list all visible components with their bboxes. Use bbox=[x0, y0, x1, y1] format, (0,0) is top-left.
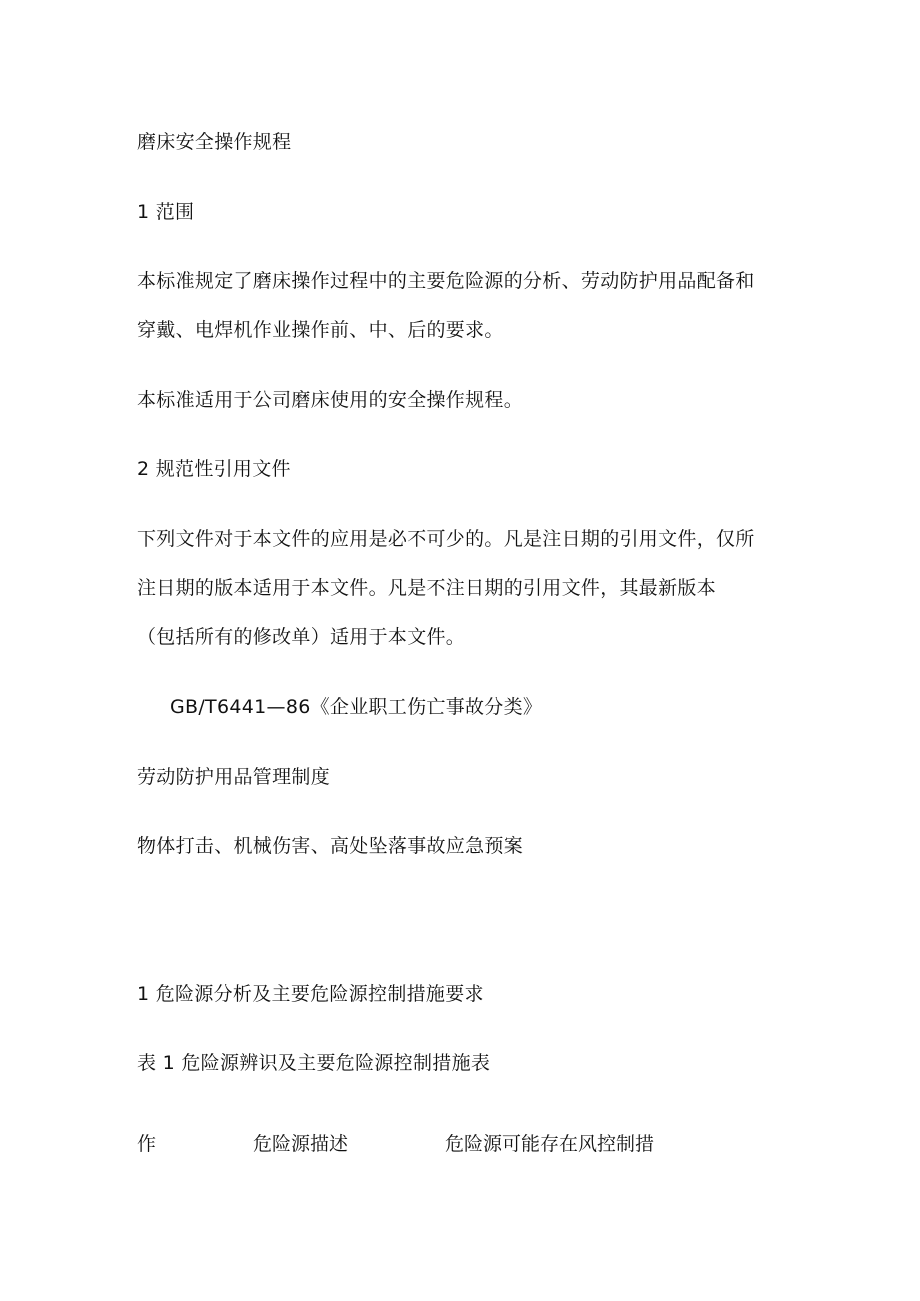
document-title: 磨床安全操作规程 bbox=[137, 131, 292, 153]
section-heading-scope: 1 范围 bbox=[137, 201, 195, 223]
table-header-cell: 危险源描述 bbox=[253, 1133, 349, 1155]
table-header-row bbox=[0, 1132, 920, 1156]
table-header-cell: 作 bbox=[137, 1133, 157, 1155]
reference-item-emergency: 物体打击、机械伤害、高处坠落事故应急预案 bbox=[137, 835, 524, 857]
references-paragraph-line-3: （包括所有的修改单）适用于本文件。 bbox=[137, 626, 466, 648]
scope-paragraph-line-2: 穿戴、电焊机作业操作前、中、后的要求。 bbox=[137, 319, 504, 341]
reference-item-gb: GB/T6441—86《企业职工伤亡事故分类》 bbox=[170, 696, 543, 718]
table-header-cell: 危险源可能存在风控制措 bbox=[445, 1133, 655, 1155]
scope-paragraph-line-1: 本标准规定了磨床操作过程中的主要危险源的分析、劳动防护用品配备和 bbox=[137, 270, 755, 292]
scope-paragraph-2: 本标准适用于公司磨床使用的安全操作规程。 bbox=[137, 389, 524, 411]
reference-item-ppe: 劳动防护用品管理制度 bbox=[137, 766, 331, 788]
references-paragraph-line-1: 下列文件对于本文件的应用是必不可少的。凡是注日期的引用文件，仅所 bbox=[137, 528, 755, 550]
table-caption: 表 1 危险源辨识及主要危险源控制措施表 bbox=[137, 1052, 491, 1074]
references-paragraph-line-2: 注日期的版本适用于本文件。凡是不注日期的引用文件，其最新版本 bbox=[137, 577, 717, 599]
section-heading-references: 2 规范性引用文件 bbox=[137, 458, 291, 480]
section-heading-hazards: 1 危险源分析及主要危险源控制措施要求 bbox=[137, 983, 484, 1005]
